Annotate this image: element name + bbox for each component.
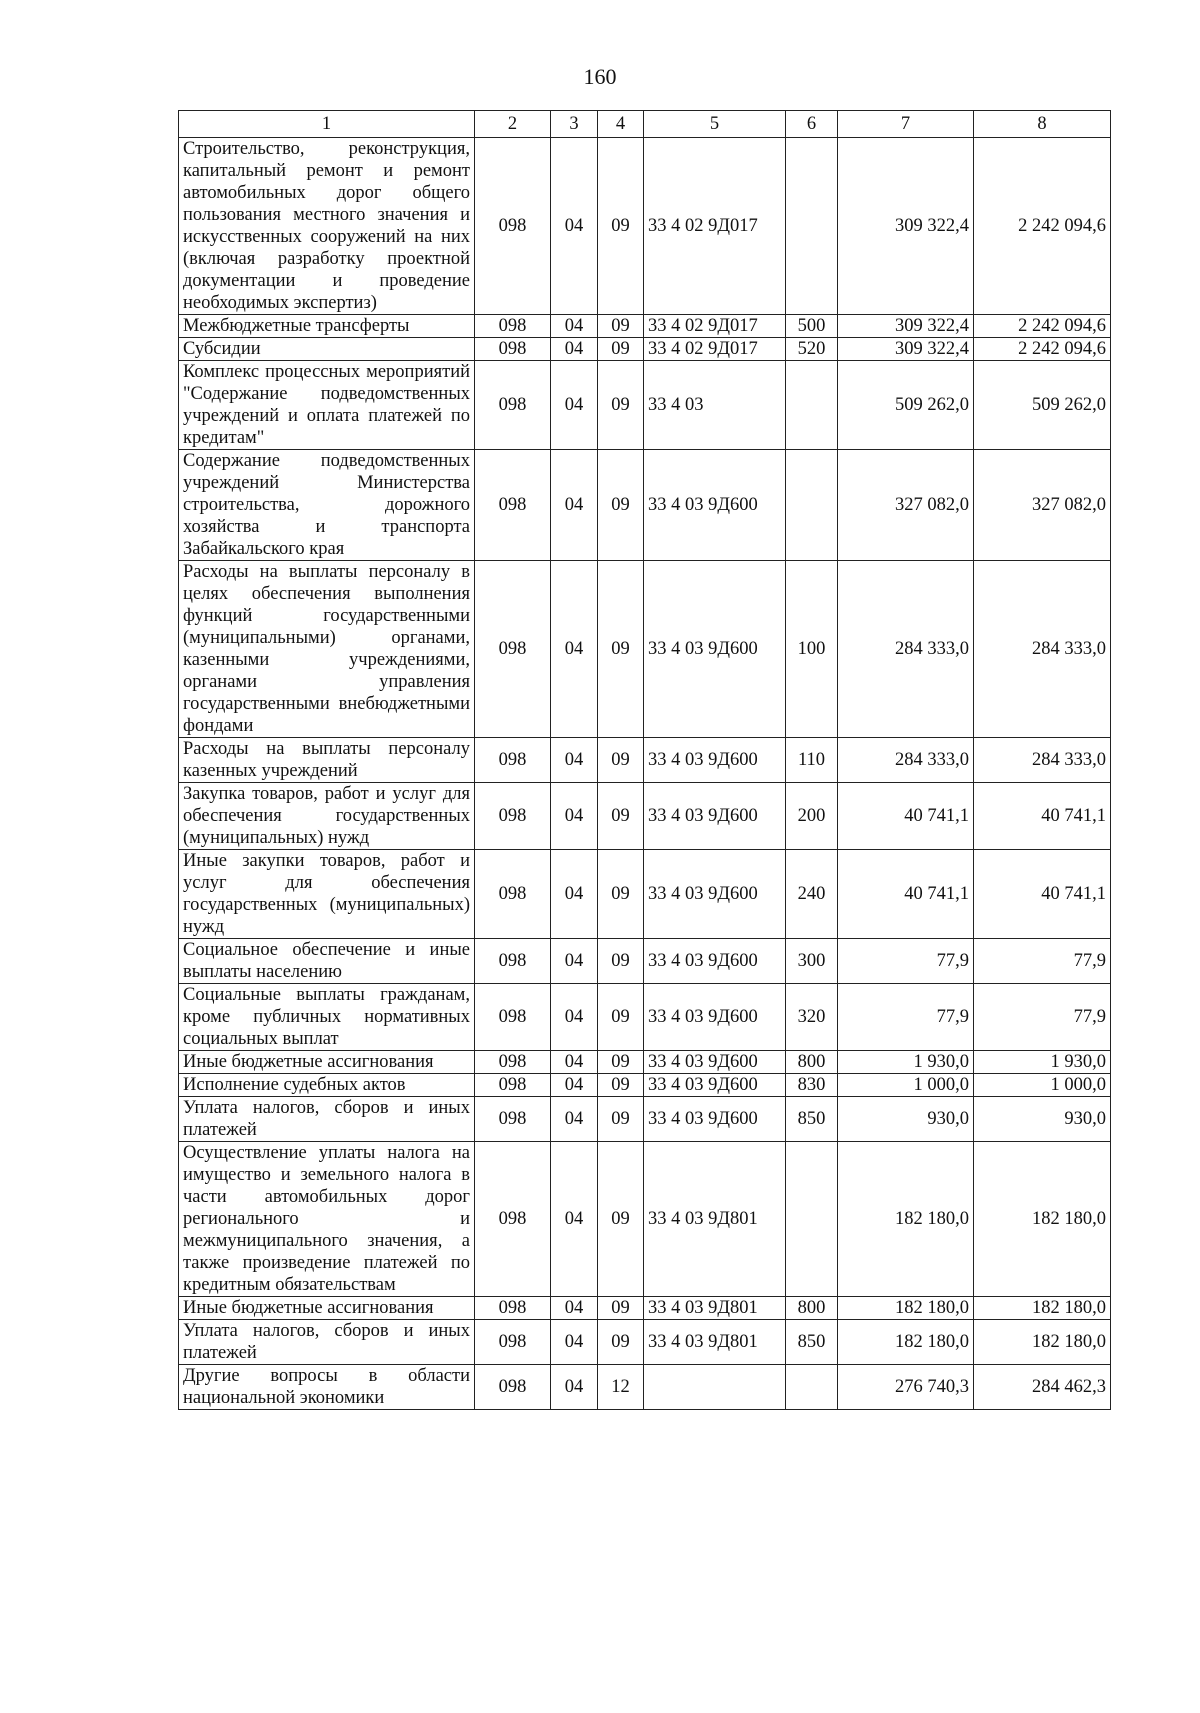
code-3-cell: 04 [551,561,598,738]
code-4-cell: 09 [598,561,644,738]
row-name-cell: Иные бюджетные ассигнования [179,1297,475,1320]
table-row [179,1142,1111,1297]
code-4-cell: 09 [598,1297,644,1320]
code-4-cell: 09 [598,1320,644,1365]
amount-7-cell: 284 333,0 [838,561,974,738]
row-name-cell: Содержание подведомственных учреждений Министерства строительства, дорожного хозяйства и транспорта Забайкальского края [179,450,475,561]
code-3-cell: 04 [551,1297,598,1320]
amount-8-cell: 284 462,3 [974,1365,1111,1410]
code-2-cell: 098 [475,1365,551,1410]
code-4-cell: 09 [598,338,644,361]
row-name-cell: Социальные выплаты гражданам, кроме публичных нормативных социальных выплат [179,984,475,1051]
code-2-cell: 098 [475,1320,551,1365]
row-name-cell: Расходы на выплаты персоналу казенных учреждений [179,738,475,783]
table-row [179,738,1111,783]
amount-8-cell: 327 082,0 [974,450,1111,561]
row-name-cell: Расходы на выплаты персоналу в целях обеспечения выполнения функций государственными (муниципальными) органами, казенными учреждениями, органами управления государственными внебюджетными фондами [179,561,475,738]
code-4-cell: 09 [598,783,644,850]
code-2-cell: 098 [475,315,551,338]
code-5-cell: 33 4 03 9Д600 [644,1097,786,1142]
table-row [179,1297,1111,1320]
amount-8-cell: 2 242 094,6 [974,138,1111,315]
code-6-cell [786,361,838,450]
code-6-cell [786,1142,838,1297]
amount-7-cell: 309 322,4 [838,138,974,315]
code-5-cell: 33 4 03 9Д801 [644,1297,786,1320]
row-name-cell: Исполнение судебных актов [179,1074,475,1097]
code-4-cell: 09 [598,361,644,450]
amount-7-cell: 40 741,1 [838,850,974,939]
code-5-cell: 33 4 03 9Д801 [644,1320,786,1365]
code-2-cell: 098 [475,1297,551,1320]
code-5-cell: 33 4 03 9Д600 [644,939,786,984]
code-5-cell: 33 4 02 9Д017 [644,338,786,361]
table-row [179,1097,1111,1142]
code-3-cell: 04 [551,1051,598,1074]
amount-8-cell: 182 180,0 [974,1297,1111,1320]
row-name-cell: Закупка товаров, работ и услуг для обеспечения государственных (муниципальных) нужд [179,783,475,850]
code-6-cell: 520 [786,338,838,361]
code-2-cell: 098 [475,939,551,984]
amount-7-cell: 309 322,4 [838,338,974,361]
code-5-cell: 33 4 03 9Д600 [644,850,786,939]
amount-8-cell: 284 333,0 [974,561,1111,738]
column-header: 6 [786,111,838,138]
amount-8-cell: 182 180,0 [974,1142,1111,1297]
row-name-cell: Другие вопросы в области национальной экономики [179,1365,475,1410]
code-6-cell: 100 [786,561,838,738]
page-number: 160 [583,64,617,89]
amount-8-cell: 77,9 [974,984,1111,1051]
code-2-cell: 098 [475,450,551,561]
column-header: 2 [475,111,551,138]
code-6-cell: 110 [786,738,838,783]
code-6-cell [786,450,838,561]
table-row [179,315,1111,338]
amount-8-cell: 77,9 [974,939,1111,984]
amount-7-cell: 1 000,0 [838,1074,974,1097]
amount-8-cell: 182 180,0 [974,1320,1111,1365]
column-header: 3 [551,111,598,138]
amount-8-cell: 2 242 094,6 [974,338,1111,361]
amount-7-cell: 1 930,0 [838,1051,974,1074]
table-row [179,138,1111,315]
table-row [179,850,1111,939]
code-3-cell: 04 [551,984,598,1051]
amount-8-cell: 1 000,0 [974,1074,1111,1097]
row-name-cell: Уплата налогов, сборов и иных платежей [179,1320,475,1365]
code-5-cell: 33 4 03 9Д600 [644,561,786,738]
code-6-cell: 200 [786,783,838,850]
code-5-cell: 33 4 02 9Д017 [644,315,786,338]
table-row [179,561,1111,738]
amount-7-cell: 40 741,1 [838,783,974,850]
code-5-cell: 33 4 02 9Д017 [644,138,786,315]
code-6-cell [786,1365,838,1410]
code-6-cell: 830 [786,1074,838,1097]
table-row [179,1320,1111,1365]
code-5-cell: 33 4 03 9Д801 [644,1142,786,1297]
code-5-cell: 33 4 03 9Д600 [644,738,786,783]
table-row [179,361,1111,450]
code-6-cell: 240 [786,850,838,939]
amount-8-cell: 1 930,0 [974,1051,1111,1074]
code-6-cell: 800 [786,1051,838,1074]
code-3-cell: 04 [551,450,598,561]
code-5-cell: 33 4 03 9Д600 [644,1051,786,1074]
code-4-cell: 09 [598,1074,644,1097]
amount-8-cell: 2 242 094,6 [974,315,1111,338]
code-2-cell: 098 [475,1074,551,1097]
code-2-cell: 098 [475,850,551,939]
row-name-cell: Осуществление уплаты налога на имущество и земельного налога в части автомобильных дорог регионального и межмуниципального значения, а также произведение платежей по кредитным обязательствам [179,1142,475,1297]
table-row [179,984,1111,1051]
code-2-cell: 098 [475,1097,551,1142]
code-4-cell: 12 [598,1365,644,1410]
code-3-cell: 04 [551,361,598,450]
amount-7-cell: 509 262,0 [838,361,974,450]
column-header: 5 [644,111,786,138]
code-2-cell: 098 [475,138,551,315]
code-3-cell: 04 [551,1142,598,1297]
table-row [179,1074,1111,1097]
code-2-cell: 098 [475,783,551,850]
amount-8-cell: 40 741,1 [974,783,1111,850]
code-4-cell: 09 [598,850,644,939]
amount-7-cell: 284 333,0 [838,738,974,783]
code-5-cell: 33 4 03 9Д600 [644,783,786,850]
amount-7-cell: 182 180,0 [838,1297,974,1320]
budget-table [178,110,1111,1410]
row-name-cell: Межбюджетные трансферты [179,315,475,338]
amount-7-cell: 327 082,0 [838,450,974,561]
code-4-cell: 09 [598,315,644,338]
row-name-cell: Иные закупки товаров, работ и услуг для обеспечения государственных (муниципальных) нужд [179,850,475,939]
row-name-cell: Социальное обеспечение и иные выплаты населению [179,939,475,984]
code-3-cell: 04 [551,939,598,984]
table-header-row [179,111,1111,138]
code-3-cell: 04 [551,1074,598,1097]
code-6-cell: 850 [786,1320,838,1365]
code-4-cell: 09 [598,450,644,561]
amount-7-cell: 182 180,0 [838,1142,974,1297]
row-name-cell: Иные бюджетные ассигнования [179,1051,475,1074]
amount-7-cell: 276 740,3 [838,1365,974,1410]
row-name-cell: Уплата налогов, сборов и иных платежей [179,1097,475,1142]
code-6-cell [786,138,838,315]
code-2-cell: 098 [475,338,551,361]
code-6-cell: 300 [786,939,838,984]
column-header: 7 [838,111,974,138]
code-6-cell: 500 [786,315,838,338]
amount-7-cell: 930,0 [838,1097,974,1142]
amount-7-cell: 182 180,0 [838,1320,974,1365]
amount-8-cell: 930,0 [974,1097,1111,1142]
code-3-cell: 04 [551,1365,598,1410]
code-3-cell: 04 [551,1320,598,1365]
code-3-cell: 04 [551,783,598,850]
row-name-cell: Комплекс процессных мероприятий "Содержание подведомственных учреждений и оплата платежей по кредитам" [179,361,475,450]
amount-7-cell: 309 322,4 [838,315,974,338]
column-header: 1 [179,111,475,138]
amount-8-cell: 284 333,0 [974,738,1111,783]
row-name-cell: Субсидии [179,338,475,361]
code-2-cell: 098 [475,1051,551,1074]
table-row [179,1365,1111,1410]
code-4-cell: 09 [598,738,644,783]
code-4-cell: 09 [598,138,644,315]
code-5-cell: 33 4 03 9Д600 [644,984,786,1051]
amount-7-cell: 77,9 [838,984,974,1051]
code-6-cell: 850 [786,1097,838,1142]
code-4-cell: 09 [598,1097,644,1142]
table-row [179,338,1111,361]
code-3-cell: 04 [551,738,598,783]
code-2-cell: 098 [475,984,551,1051]
table-row [179,450,1111,561]
code-6-cell: 320 [786,984,838,1051]
code-5-cell: 33 4 03 9Д600 [644,450,786,561]
amount-8-cell: 509 262,0 [974,361,1111,450]
code-4-cell: 09 [598,1142,644,1297]
amount-7-cell: 77,9 [838,939,974,984]
code-2-cell: 098 [475,1142,551,1297]
code-3-cell: 04 [551,138,598,315]
table-row [179,1051,1111,1074]
code-3-cell: 04 [551,1097,598,1142]
code-5-cell: 33 4 03 9Д600 [644,1074,786,1097]
code-3-cell: 04 [551,315,598,338]
code-2-cell: 098 [475,738,551,783]
code-4-cell: 09 [598,939,644,984]
code-4-cell: 09 [598,1051,644,1074]
table-row [179,783,1111,850]
code-2-cell: 098 [475,561,551,738]
row-name-cell: Строительство, реконструкция, капитальный ремонт и ремонт автомобильных дорог общего пользования местного значения и искусственных сооружений на них (включая разработку проектной документации и проведение необходимых экспертиз) [179,138,475,315]
code-5-cell: 33 4 03 [644,361,786,450]
amount-8-cell: 40 741,1 [974,850,1111,939]
table-body [179,138,1111,1410]
code-5-cell [644,1365,786,1410]
code-3-cell: 04 [551,850,598,939]
code-4-cell: 09 [598,984,644,1051]
table-row [179,939,1111,984]
code-3-cell: 04 [551,338,598,361]
column-header: 8 [974,111,1111,138]
code-6-cell: 800 [786,1297,838,1320]
column-header: 4 [598,111,644,138]
code-2-cell: 098 [475,361,551,450]
